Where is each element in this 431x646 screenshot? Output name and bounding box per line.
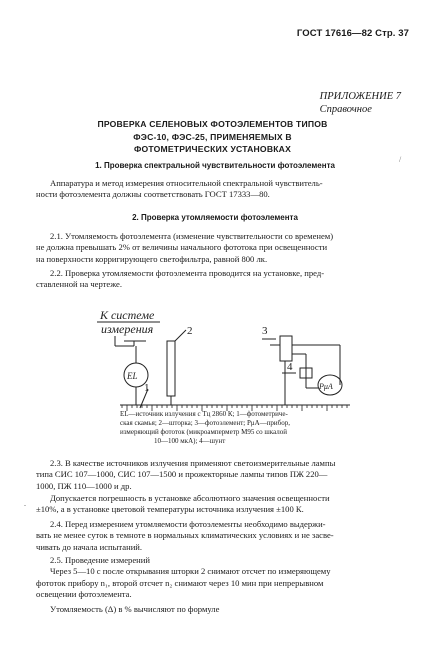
caption-line: 10—100 мкА); 4—шунт bbox=[154, 437, 226, 445]
paragraph-2-5 bbox=[36, 555, 400, 615]
text-line: чивать до начала испытаний. bbox=[36, 541, 143, 552]
caption-line: ская скамья; 2—шторка; 3—фотоэлемент; PμA—прибор, bbox=[120, 419, 290, 427]
text-line: ±10%, а в установке цветовой температуры источника излучения ±100 К. bbox=[36, 504, 304, 515]
margin-mark: . bbox=[24, 499, 26, 508]
label-4: 4 bbox=[287, 361, 293, 373]
handwritten-label: измерения bbox=[101, 322, 154, 336]
tolerance-paragraph bbox=[36, 493, 400, 516]
text-line: на поверхности корригирующего светофильтра, равной 800 лк. bbox=[36, 253, 268, 264]
meter-label: PμA bbox=[319, 382, 333, 391]
text-line: 2.4. Перед измерением утомляемости фотоэлементы необходимо выдержи- bbox=[50, 519, 326, 529]
title-line: ФЭС-10, ФЭС-25, ПРИМЕНЯЕМЫХ В bbox=[133, 131, 292, 142]
label-1: 1 bbox=[144, 382, 150, 394]
shutter bbox=[167, 341, 175, 396]
paragraph-2-3 bbox=[36, 458, 400, 492]
text-line: 2.3. В качестве источников излучения применяют светоизмерительные лампы bbox=[50, 458, 336, 468]
margin-tick: / bbox=[399, 155, 402, 164]
paragraph-2-4 bbox=[36, 519, 400, 553]
text-line: ставленной на чертеже. bbox=[36, 279, 123, 290]
leader-line bbox=[175, 330, 186, 341]
page-header: ГОСТ 17616—82 Стр. 37 bbox=[296, 28, 409, 39]
title-line: ПРОВЕРКА СЕЛЕНОВЫХ ФОТОЭЛЕМЕНТОВ ТИПОВ bbox=[97, 119, 328, 129]
formula-intro: Утомляемость (Δ) в % вычисляют по формуле bbox=[50, 604, 220, 615]
text-line: Допускается погрешность в установке абсолютного значения освещенности bbox=[50, 493, 330, 503]
title-line: ФОТОМЕТРИЧЕСКИХ УСТАНОВКАХ bbox=[133, 144, 292, 154]
appendix-number: ПРИЛОЖЕНИЕ 7 bbox=[319, 91, 401, 102]
label-3: 3 bbox=[262, 325, 268, 337]
appendix-type: Справочное bbox=[319, 104, 372, 115]
text-line: ности фотоэлемента должны соответствовать ГОСТ 17333—80. bbox=[36, 189, 270, 200]
section-1-heading: 1. Проверка спектральной чувствительности фотоэлемента bbox=[95, 161, 335, 170]
text-line: 2.1. Утомляемость фотоэлемента (изменение чувствительности со временем) bbox=[50, 231, 334, 241]
text-line: не должна превышать 2% от величины начального фототока при освещенности bbox=[36, 242, 328, 253]
subheading: 2.5. Проведение измерений bbox=[50, 555, 150, 565]
label-2: 2 bbox=[187, 325, 193, 337]
text-line: Аппаратура и метод измерения относительной спектральной чувствитель- bbox=[50, 178, 323, 188]
caption-line: измеряющий фототок (микроамперметр М95 со шкалой bbox=[120, 428, 288, 436]
photocell bbox=[280, 336, 292, 361]
text-line: фототок прибору n₁, второй отсчет n₂ снимают через 10 мин при непрерывном bbox=[36, 577, 324, 588]
figure-caption bbox=[120, 410, 360, 446]
handwritten-label: К системе bbox=[100, 308, 155, 322]
text-line: типа СИС 107—1000, СИС 107—1500 и прожекторные лампы типов ПЖ 220— bbox=[36, 469, 328, 480]
text-line: 1000, ПЖ 110—1000 и др. bbox=[36, 480, 132, 491]
text-line: 2.2. Проверка утомляемости фотоэлемента проводится на установке, пред- bbox=[50, 268, 325, 278]
text-line: Через 5—10 с после открывания шторки 2 снимают отсчет по измеряющему bbox=[50, 566, 331, 577]
caption-line: EL—источник излучения с Tц 2860 К; 1—фотометриче- bbox=[120, 410, 288, 418]
text-line: освещении фотоэлемента. bbox=[36, 588, 132, 599]
section-2-heading: 2. Проверка утомляемости фотоэлемента bbox=[132, 213, 298, 222]
lamp-el-label: EL bbox=[127, 371, 138, 381]
text-line: вать не менее суток в темноте в нормальных климатических условиях и не засве- bbox=[36, 530, 334, 541]
